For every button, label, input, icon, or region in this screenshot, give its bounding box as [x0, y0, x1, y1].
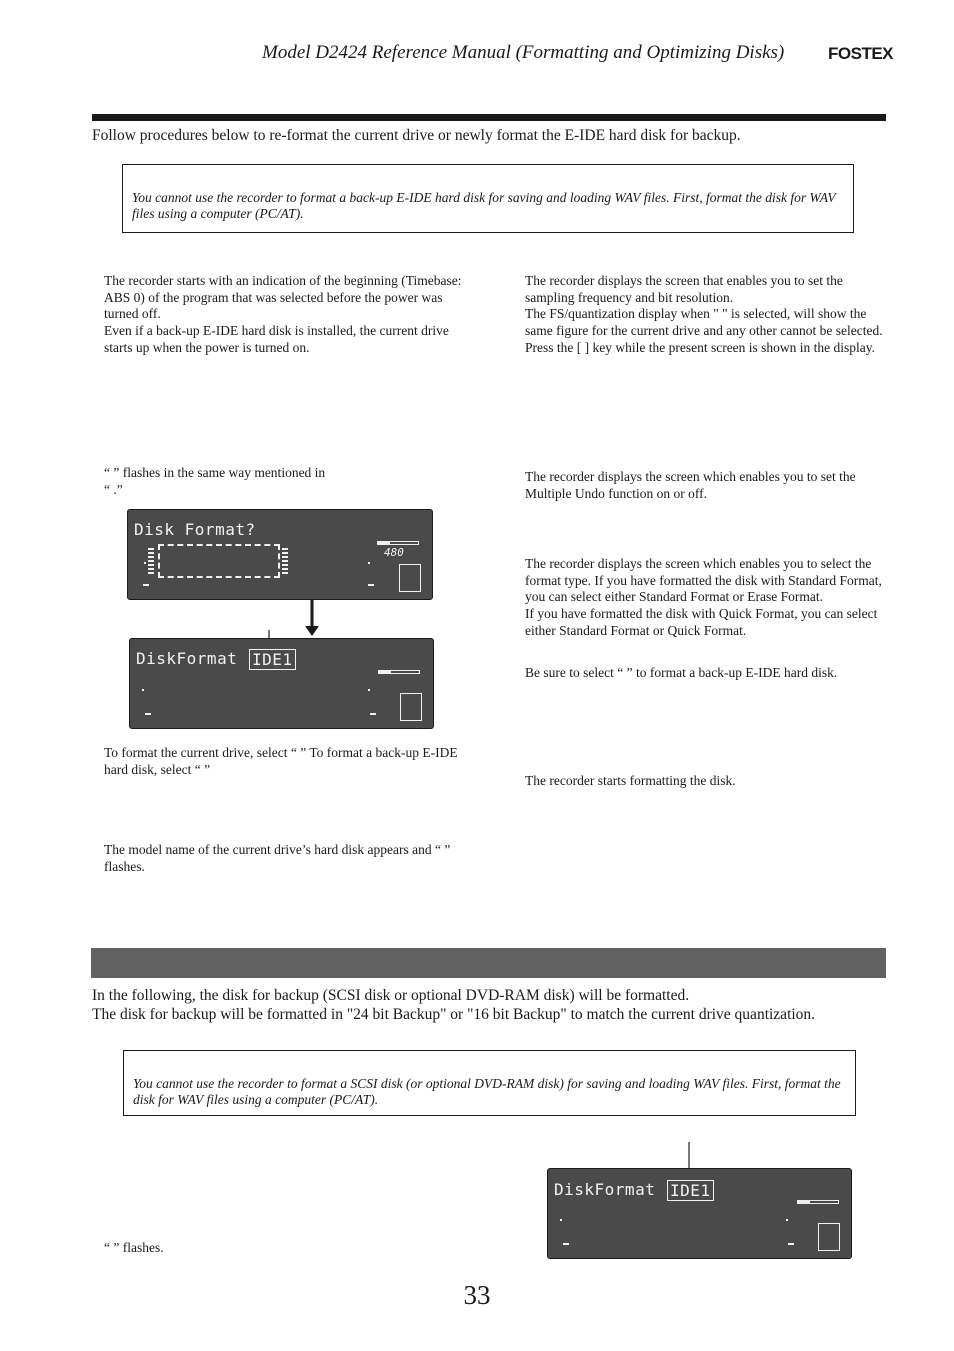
right-p3a-text: The recorder displays the screen which enables you to select the format type. If you have formatted the disk with Standard Format, you can select either Standard Format or Erase Format. — [525, 556, 882, 605]
lcd1-dashed-field — [158, 544, 280, 578]
right-p1b-text: The FS/quantization display when " " is selected, will show the same figure for the current drive and any other cannot be selected. — [525, 306, 883, 339]
right-p2-text: The recorder displays the screen which enables you to set the Multiple Undo function on or off. — [525, 469, 856, 501]
intro-paragraph: Follow procedures below to re-format the current drive or newly format the E-IDE hard disk for backup. — [92, 127, 741, 144]
lcd1-title: Disk Format? — [134, 520, 256, 539]
left-p2a-text: “ ” flashes in the same way mentioned in — [104, 465, 326, 480]
left-p1b-text: Even if a back-up E-IDE hard disk is installed, the current drive starts up when the power is turned on. — [104, 323, 449, 355]
lcd3-level-meter — [797, 1200, 839, 1204]
right-p5-text: The recorder starts formatting the disk. — [525, 773, 736, 788]
lcd3-drive: IDE1 — [667, 1180, 714, 1201]
page-number: 33 — [463, 1280, 491, 1310]
note-box-2 — [123, 1050, 856, 1116]
lcd-screen-disk-format-backup — [547, 1168, 852, 1259]
right-paragraph-1 — [525, 273, 889, 357]
right-paragraph-4 — [525, 665, 889, 682]
lcd-screen-disk-format-ide1 — [129, 638, 434, 729]
lcd2-drive: IDE1 — [249, 649, 296, 670]
section-heading-band — [91, 948, 886, 978]
header-title: Model D2424 Reference Manual (Formatting and Optimizing Disks) — [262, 42, 785, 63]
lcd1-disk-icon — [399, 564, 421, 592]
down-arrow-icon — [302, 600, 322, 638]
left-paragraph-3 — [104, 745, 474, 778]
left-paragraph-1 — [104, 273, 474, 357]
lcd2-level-meter — [378, 670, 420, 674]
section2-paragraph — [92, 986, 886, 1024]
right-p3b-text: If you have formatted the disk with Quick Format, you can select either Standard Format or Quick Format. — [525, 606, 878, 638]
lcd1-left-bar — [148, 548, 154, 576]
left-p3-text: To format the current drive, select “ ” To format a back-up E-IDE hard disk, select “ ” — [104, 745, 458, 777]
bottom-left-paragraph — [104, 1240, 404, 1257]
lcd3-title: DiskFormat — [554, 1180, 656, 1199]
lcd-screen-disk-format-prompt — [127, 509, 433, 600]
lcd1-level-meter — [377, 541, 419, 545]
brand-logo: FOSTEX — [828, 44, 894, 63]
lcd1-right-bar — [282, 548, 288, 576]
top-rule — [92, 114, 886, 121]
right-paragraph-2 — [525, 469, 889, 502]
right-p1c-text: Press the [ ] key while the present screen is shown in the display. — [525, 339, 876, 355]
left-paragraph-2 — [104, 465, 474, 498]
callout-line-2 — [686, 1142, 692, 1170]
left-p2b-text: “ .” — [104, 481, 123, 497]
left-p4-text: The model name of the current drive’s hard disk appears and “ ” flashes. — [104, 842, 451, 874]
note-text-2: You cannot use the recorder to format a SCSI disk (or optional DVD-RAM disk) for saving and loading WAV files. First, format the disk for WAV files using a computer (PC/AT). — [133, 1076, 841, 1107]
right-p1a-text: The recorder displays the screen that enables you to set the sampling frequency and bit resolution. — [525, 273, 843, 305]
note-box-1 — [122, 164, 854, 233]
lcd1-value: 480 — [384, 546, 404, 559]
section2-p1: In the following, the disk for backup (SCSI disk or optional DVD-RAM disk) will be formatted. — [92, 987, 690, 1004]
lcd2-disk-icon — [400, 693, 422, 721]
note-text-1: You cannot use the recorder to format a back-up E-IDE hard disk for saving and loading WAV files. First, format the disk for WAV files using a computer (PC/AT). — [132, 190, 836, 221]
lcd2-title: DiskFormat — [136, 649, 238, 668]
lcd3-disk-icon — [818, 1223, 840, 1251]
left-p1-text: The recorder starts with an indication of the beginning (Timebase: ABS 0) of the program that was selected before the power was turned off. — [104, 273, 462, 322]
right-paragraph-5 — [525, 773, 889, 790]
right-paragraph-3 — [525, 556, 889, 640]
flash-text: “ ” flashes. — [104, 1240, 164, 1255]
right-p4-text: Be sure to select “ ” to format a back-up E-IDE hard disk. — [525, 665, 838, 680]
section2-p2: The disk for backup will be formatted in "24 bit Backup" or "16 bit Backup" to match the current drive quantization. — [92, 1006, 816, 1023]
left-paragraph-4 — [104, 842, 474, 875]
